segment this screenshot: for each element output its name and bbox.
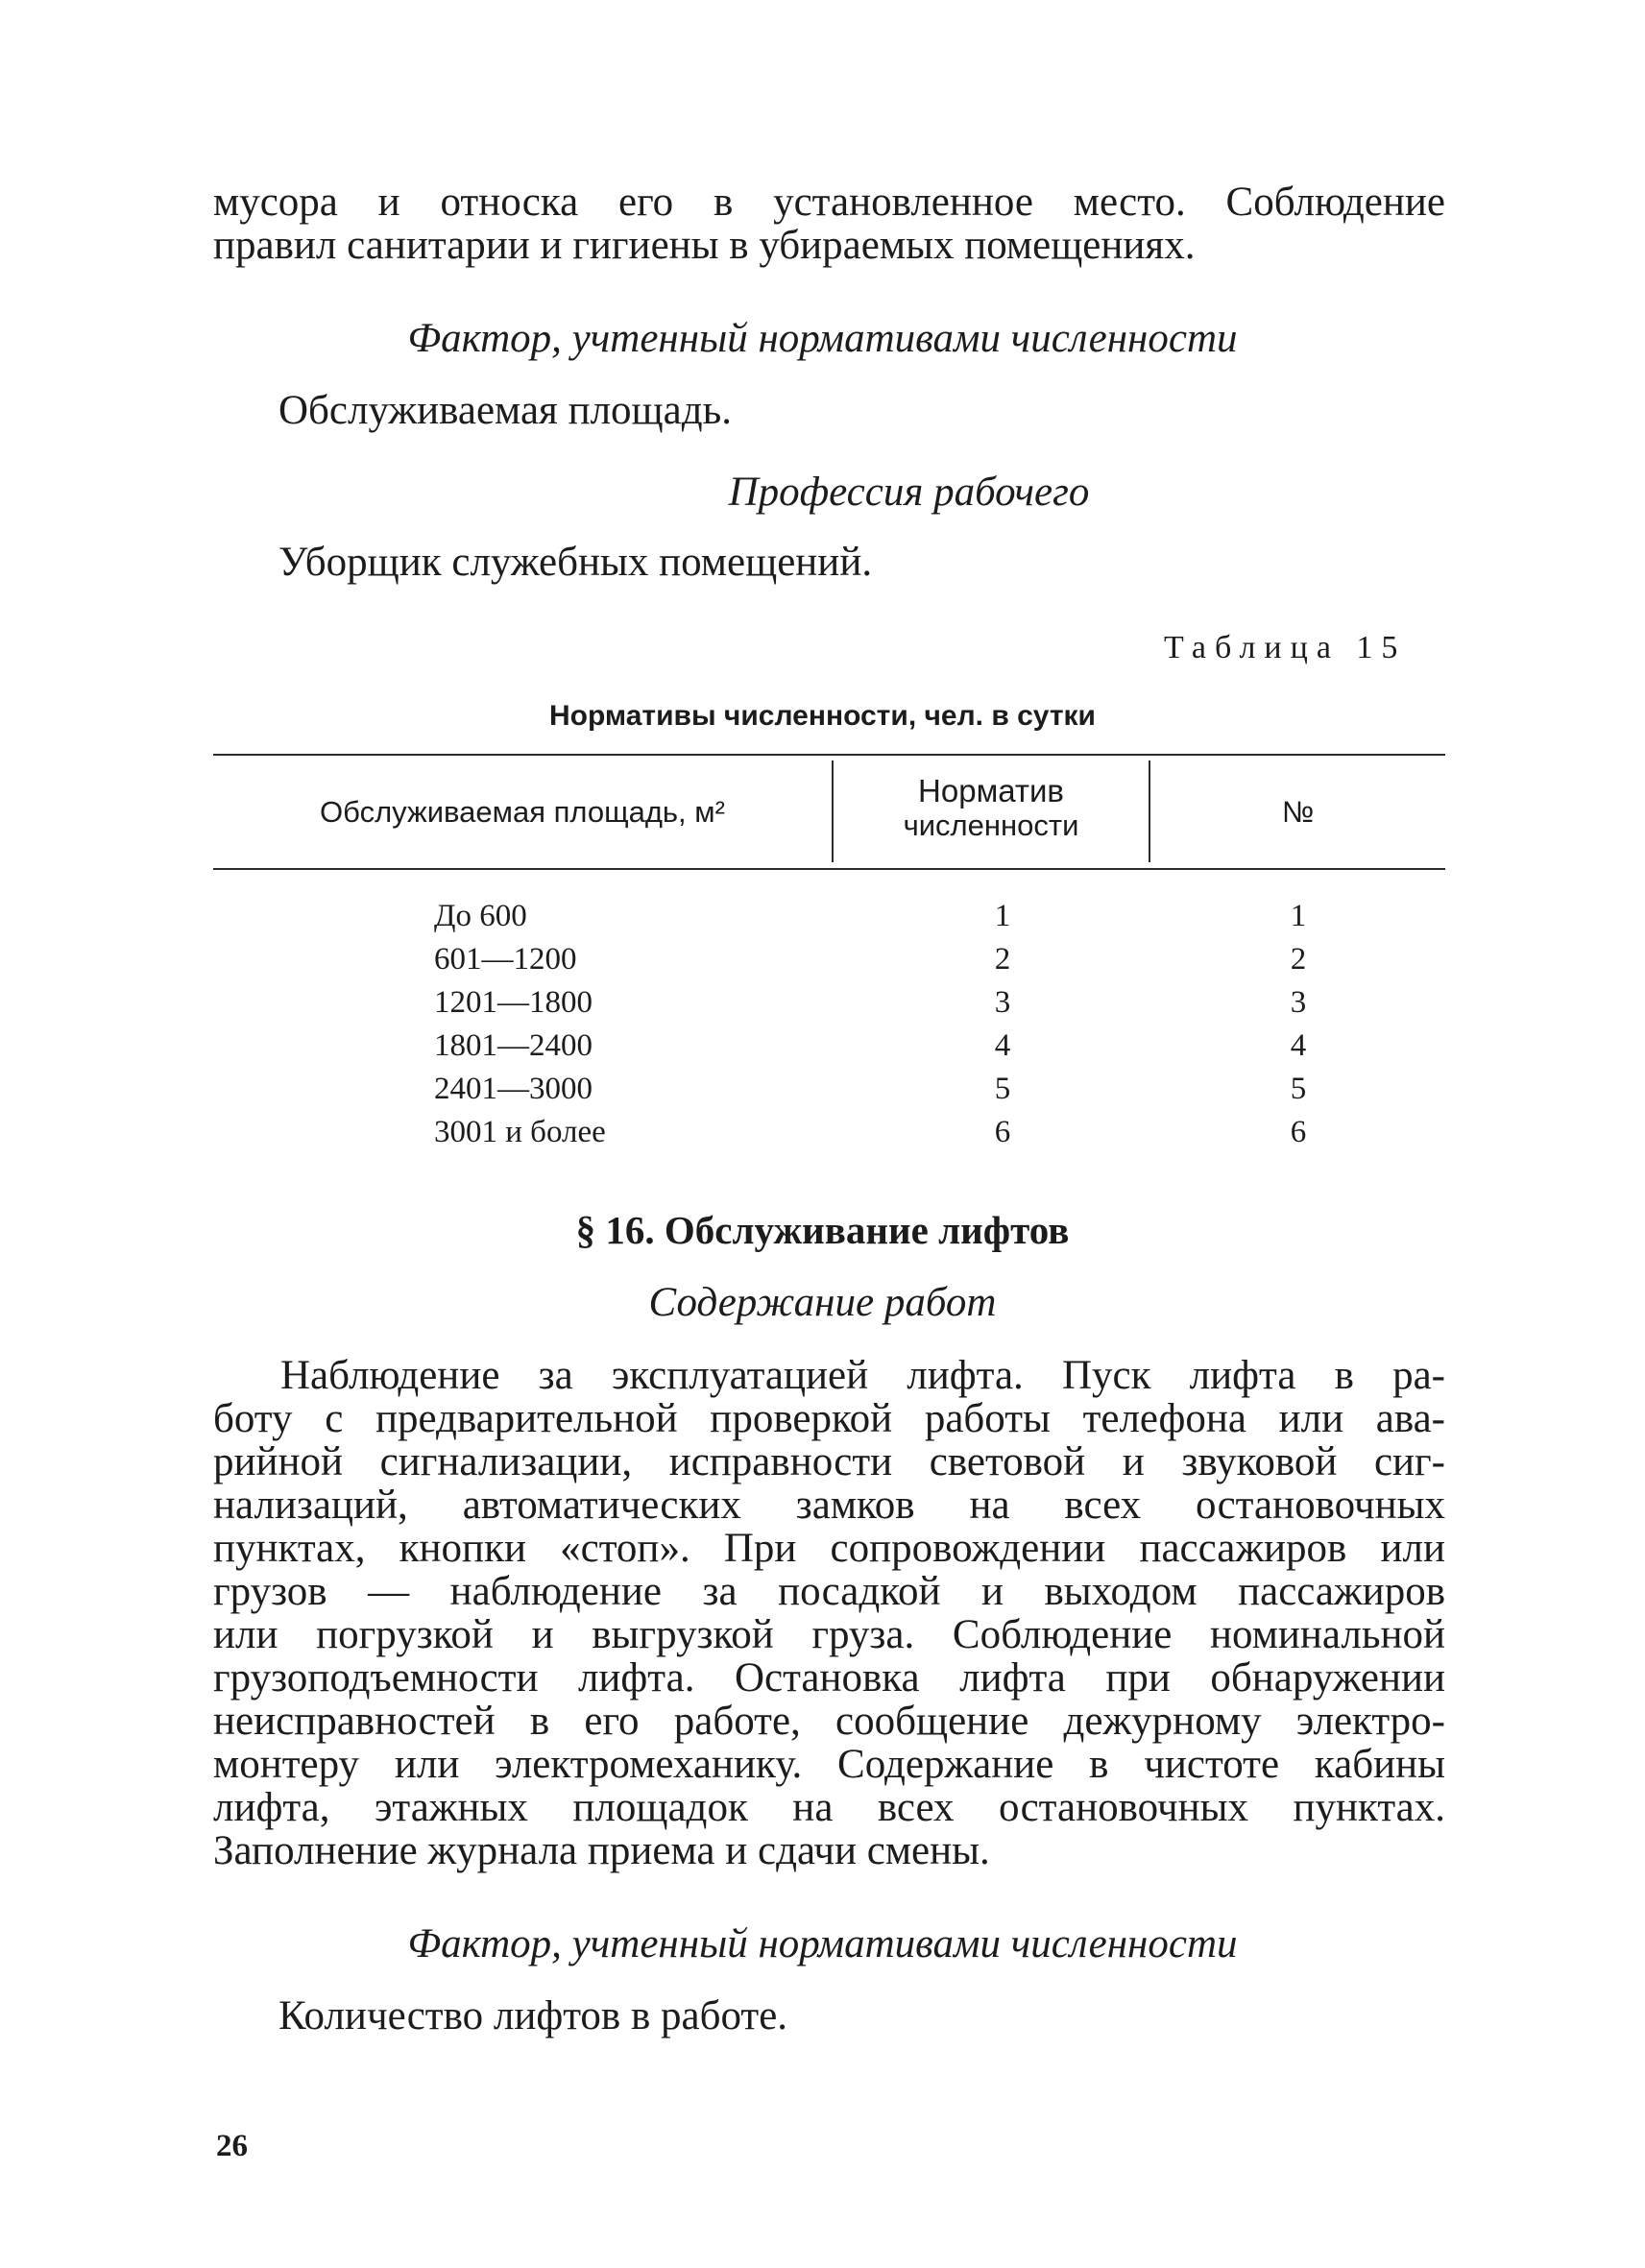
content-line: боту с предварительной проверкой работы телефона или ава- [213,1396,1445,1441]
cell-area: 1801—2400 [434,1028,593,1063]
header-norm-line: численности [903,808,1079,842]
cell-area: 3001 и более [434,1115,606,1149]
factor-text-1: Обслуживаемая площадь. [278,388,732,433]
cell-num: 6 [1290,1115,1307,1149]
cell-norm: 4 [994,1028,1011,1063]
section-heading: § 16. Обслуживание лифтов [575,1208,1070,1252]
profession-heading: Профессия рабочего [728,470,1090,515]
content-line: нализаций, автоматических замков на всех остановочных [213,1483,1445,1528]
table-row [213,895,1445,938]
cell-norm: 5 [994,1072,1011,1106]
header-norm-line: Норматив [918,773,1064,808]
cell-num: 2 [1290,942,1307,977]
content-line: грузоподъемности лифта. Остановка лифта при обнаружении [213,1655,1445,1701]
table-row [213,1025,1445,1068]
factor-text-2: Количество лифтов в работе. [278,1993,788,2039]
content-line: монтеру или электромеханику. Содержание в чистоте кабины [213,1742,1445,1787]
table-row [213,938,1445,981]
table-row [213,981,1445,1025]
header-num: № [1281,795,1315,829]
intro-line: мусора и относка его в установленное место. Соблюдение [213,180,1445,225]
cell-area: До 600 [434,899,527,933]
content-heading: Содержание работ [648,1280,997,1325]
content-line: неисправностей в его работе, сообщение дежурному электро- [213,1699,1445,1744]
intro-paragraph [213,181,1445,267]
content-paragraph [213,1354,1445,1872]
intro-line: правил санитарии и гигиены в убираемых помещениях. [213,223,1196,268]
cell-num: 1 [1290,899,1307,933]
cell-num: 3 [1290,985,1307,1020]
content-line: Наблюдение за эксплуатацией лифта. Пуск лифта в ра- [280,1353,1445,1398]
content-line: или погрузкой и выгрузкой груза. Соблюдение номинальной [213,1612,1445,1657]
profession-text: Уборщик служебных помещений. [278,540,873,585]
header-area: Обслуживаемая площадь, м² [320,795,725,829]
table-row [213,1068,1445,1111]
cell-norm: 6 [994,1115,1011,1149]
table-label: Таблица 15 [1164,630,1407,665]
factor-heading-2: Фактор, учтенный нормативами численности [407,1921,1238,1966]
page-number: 26 [216,2129,248,2163]
content-line: рийной сигнализации, исправности световой и звуковой сиг- [213,1439,1445,1484]
cell-num: 5 [1290,1072,1307,1106]
content-line: пунктах, кнопки «стоп». При сопровождении пассажиров или [213,1526,1445,1571]
cell-area: 601—1200 [434,942,577,977]
cell-norm: 3 [994,985,1011,1020]
content-line: лифта, этажных площадок на всех остановочных пунктах. [213,1785,1445,1830]
table-caption: Нормативы численности, чел. в сутки [549,700,1096,732]
table-row [213,1111,1445,1154]
header-norm [834,774,1149,843]
cell-area: 2401—3000 [434,1072,593,1106]
cell-norm: 1 [994,899,1011,933]
table-top-rule [213,754,1445,756]
factor-heading-1: Фактор, учтенный нормативами численности [407,316,1238,361]
cell-num: 4 [1290,1028,1307,1063]
cell-norm: 2 [994,942,1011,977]
content-line: грузов — наблюдение за посадкой и выходом пассажиров [213,1569,1445,1614]
table-body [213,895,1445,1154]
content-line: Заполнение журнала приема и сдачи смены. [213,1828,990,1873]
table-header-rule [213,868,1445,870]
cell-area: 1201—1800 [434,985,593,1020]
